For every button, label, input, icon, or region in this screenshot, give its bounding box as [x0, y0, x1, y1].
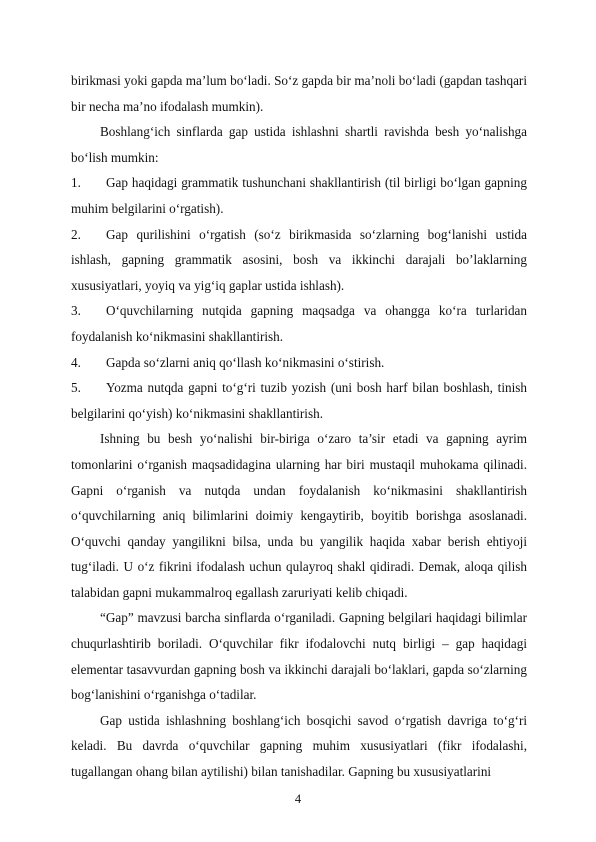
list-number: 2.	[71, 226, 81, 242]
numbered-list	[71, 170, 527, 426]
list-number: 5.	[71, 380, 81, 396]
paragraph-continuation: birikmasi yoki gapda ma’lum bo‘ladi. So‘z gapda bir ma’noli bo‘ladi (gapdan tashqari bir necha ma’no ifodalash mumkin).	[71, 73, 527, 114]
list-text: Yozma nutqda gapni to‘g‘ri tuzib yozish (uni bosh harf bilan boshlash, tinish belgilarini qo‘yish) ko‘nikmasini shakllantirish.	[71, 380, 527, 421]
list-text: O‘quvchilarning nutqida gapning maqsadga va ohangga ko‘ra turlaridan foydalanish ko‘nikmasini shakllantirish.	[71, 303, 527, 344]
list-item	[71, 350, 527, 376]
list-item	[71, 222, 527, 299]
list-number: 3.	[71, 303, 81, 319]
page-body	[71, 68, 527, 785]
list-text: Gapda so‘zlarni aniq qo‘llash ko‘nikmasini o‘stirish.	[106, 354, 385, 370]
list-number: 1.	[71, 175, 81, 191]
list-item	[71, 170, 527, 221]
list-item	[71, 298, 527, 349]
list-text: Gap haqidagi grammatik tushunchani shakllantirish (til birligi bo‘lgan gapning muhim belgilarini o‘rgatish).	[71, 175, 527, 216]
list-number: 4.	[71, 354, 81, 370]
paragraph-intro: Boshlang‘ich sinflarda gap ustida ishlashni shartli ravishda besh yo‘nalishga bo‘lish mumkin:	[71, 124, 527, 165]
list-item	[71, 375, 527, 426]
paragraph-initial-stage: Gap ustida ishlashning boshlang‘ich bosqichi savod o‘rgatish davriga to‘g‘ri keladi. Bu davrda o‘quvchilar gapning muhim xususiyatlari (fikr ifodalashi, tugallangan ohang bilan aytilishi) bilan tanishadilar. Gapning bu xususiyatlarini	[71, 712, 527, 780]
list-text: Gap qurilishini o‘rgatish (so‘z birikmasida so‘zlarning bog‘lanishi ustida ishlash, gapning grammatik asosini, bosh va ikkinchi darajali bo’laklarning xususiyatlari, yoyiq va yig‘iq gaplar ustida ishlash).	[71, 226, 527, 293]
page-number: 4	[294, 792, 302, 806]
paragraph-directions: Ishning bu besh yo‘nalishi bir-biriga o‘zaro ta’sir etadi va gapning ayrim tomonlarini o‘rganish maqsadidagina ularning har biri mustaqil muhokama qilinadi. Gapni o‘rganish va nutqda undan foydalanish ko‘nikmasini shakllantirish o‘quvchilarning aniq bilimlarini doimiy kengaytirib, boyitib borishga asoslanadi. O‘quvchi qanday yangilikni bilsa, unda bu yangilik haqida xabar berish ehtiyoji tug‘iladi. U o‘z fikrini ifodalash uchun qulayroq shakl qidiradi. Demak, aloqa qilish talabidan gapni mukammalroq egallash zaruriyati kelib chiqadi.	[71, 431, 527, 600]
paragraph-gap-topic: “Gap” mavzusi barcha sinflarda o‘rganiladi. Gapning belgilari haqidagi bilimlar chuqurlashtirib boriladi. O‘quvchilar fikr ifodalovchi nutq birligi – gap haqidagi elementar tasavvurdan gapning bosh va ikkinchi darajali bo‘laklari, gapda so‘zlarning bog‘lanishini o‘rganishga o‘tadilar.	[71, 610, 527, 703]
